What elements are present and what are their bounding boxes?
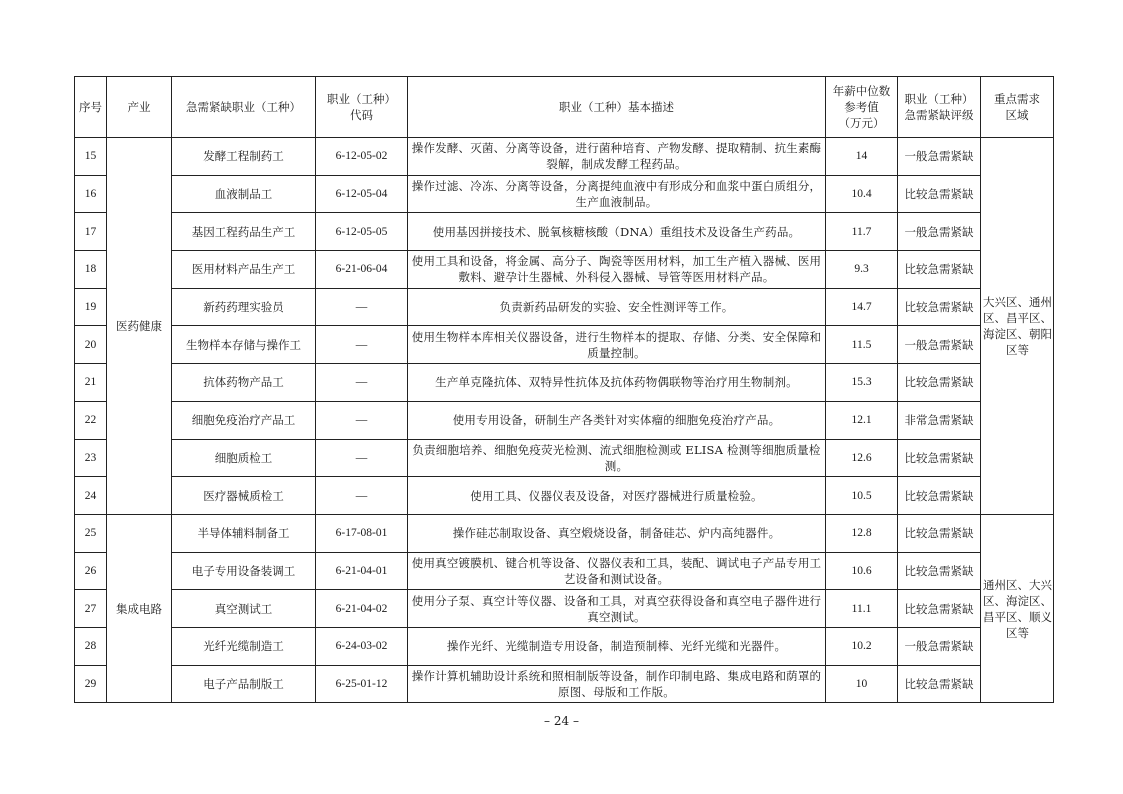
table-row [75,477,1054,515]
occupation-code: 6-25-01-12 [316,665,408,703]
occupation-name: 血液制品工 [172,175,316,213]
shortage-rating: 一般急需紧缺 [898,627,981,665]
page-number: – 24 – [544,714,579,728]
salary-value: 9.3 [826,251,898,289]
row-index: 20 [75,326,107,364]
occupation-description: 生产单克隆抗体、双特异性抗体及抗体药物偶联物等治疗用生物制剂。 [408,364,826,402]
shortage-rating: 比较急需紧缺 [898,665,981,703]
shortage-rating: 比较急需紧缺 [898,514,981,552]
header-salary-line2: 参考值 [844,100,879,114]
header-rating [898,77,981,138]
row-index: 26 [75,552,107,590]
occupation-name: 新药药理实验员 [172,288,316,326]
salary-value: 14 [826,138,898,176]
occupation-code: 6-12-05-05 [316,213,408,251]
occupation-description: 操作计算机辅助设计系统和照相制版等设备，制作印制电路、集成电路和荫罩的原图、母版和工作版。 [408,665,826,703]
occupation-description: 使用工具和设备，将金属、高分子、陶瓷等医用材料，加工生产植入器械、医用敷料、避孕计生器械、外科侵入器械、导管等医用材料产品。 [408,251,826,289]
shortage-rating: 比较急需紧缺 [898,175,981,213]
occupation-description: 使用基因拼接技术、脱氧核糖核酸（DNA）重组技术及设备生产药品。 [408,213,826,251]
table-row [75,514,1054,552]
salary-value: 11.5 [826,326,898,364]
occupation-name: 细胞质检工 [172,439,316,477]
occupation-description: 操作发酵、灭菌、分离等设备，进行菌种培育、产物发酵、提取精制、抗生素酶裂解，制成发酵工程药品。 [408,138,826,176]
occupation-name: 半导体辅料制备工 [172,514,316,552]
salary-value: 12.6 [826,439,898,477]
occupation-code: 6-12-05-02 [316,138,408,176]
occupation-table [74,76,1054,703]
table-row [75,251,1054,289]
table-row [75,288,1054,326]
salary-value: 11.1 [826,590,898,628]
row-index: 28 [75,627,107,665]
shortage-rating: 比较急需紧缺 [898,552,981,590]
salary-value: 14.7 [826,288,898,326]
occupation-code: — [316,477,408,515]
table-row [75,665,1054,703]
table-row [75,627,1054,665]
shortage-rating: 比较急需紧缺 [898,439,981,477]
row-index: 24 [75,477,107,515]
table-body [75,138,1054,703]
row-index: 19 [75,288,107,326]
header-rating-line2: 急需紧缺评级 [904,108,974,122]
occupation-name: 电子专用设备装调工 [172,552,316,590]
header-rating-line1: 职业（工种） [904,92,974,106]
salary-value: 10.2 [826,627,898,665]
salary-value: 10 [826,665,898,703]
occupation-code: — [316,439,408,477]
shortage-rating: 比较急需紧缺 [898,251,981,289]
occupation-name: 发酵工程制药工 [172,138,316,176]
header-description: 职业（工种）基本描述 [408,77,826,138]
occupation-code: — [316,326,408,364]
salary-value: 11.7 [826,213,898,251]
region-cell: 大兴区、通州区、昌平区、海淀区、朝阳区等 [981,138,1054,515]
header-region [981,77,1054,138]
table-row [75,213,1054,251]
shortage-rating: 一般急需紧缺 [898,326,981,364]
row-index: 23 [75,439,107,477]
shortage-rating: 比较急需紧缺 [898,590,981,628]
shortage-rating: 非常急需紧缺 [898,401,981,439]
occupation-name: 光纤光缆制造工 [172,627,316,665]
header-row [75,77,1054,138]
table-row [75,401,1054,439]
header-code-line2: 代码 [350,108,373,122]
header-region-line2: 区域 [1005,108,1029,122]
occupation-description: 使用真空镀膜机、键合机等设备、仪器仪表和工具，装配、调试电子产品专用工艺设备和测试设备。 [408,552,826,590]
occupation-code: — [316,401,408,439]
industry-cell: 集成电路 [107,514,172,702]
occupation-code: 6-21-04-02 [316,590,408,628]
header-region-line1: 重点需求 [994,92,1040,106]
salary-value: 12.1 [826,401,898,439]
occupation-code: — [316,288,408,326]
occupation-description: 操作过滤、冷冻、分离等设备，分离提纯血液中有形成分和血浆中蛋白质组分，生产血液制品。 [408,175,826,213]
shortage-rating: 比较急需紧缺 [898,477,981,515]
table-row [75,326,1054,364]
shortage-rating: 比较急需紧缺 [898,364,981,402]
table-row [75,175,1054,213]
table-row [75,590,1054,628]
salary-value: 15.3 [826,364,898,402]
occupation-name: 真空测试工 [172,590,316,628]
industry-cell: 医药健康 [107,138,172,515]
shortage-rating: 一般急需紧缺 [898,138,981,176]
occupation-code: 6-21-04-01 [316,552,408,590]
row-index: 17 [75,213,107,251]
occupation-description: 使用分子泵、真空计等仪器、设备和工具，对真空获得设备和真空电子器件进行真空测试。 [408,590,826,628]
occupation-name: 基因工程药品生产工 [172,213,316,251]
occupation-name: 细胞免疫治疗产品工 [172,401,316,439]
occupation-code: 6-12-05-04 [316,175,408,213]
header-index: 序号 [75,77,107,138]
occupation-description: 操作硅芯制取设备、真空煅烧设备，制备硅芯、炉内高纯器件。 [408,514,826,552]
shortage-rating: 比较急需紧缺 [898,288,981,326]
row-index: 22 [75,401,107,439]
salary-value: 10.5 [826,477,898,515]
row-index: 18 [75,251,107,289]
row-index: 21 [75,364,107,402]
occupation-code: 6-24-03-02 [316,627,408,665]
occupation-description: 负责新药品研发的实验、安全性测评等工作。 [408,288,826,326]
occupation-name: 生物样本存储与操作工 [172,326,316,364]
row-index: 15 [75,138,107,176]
table-row [75,364,1054,402]
occupation-description: 使用专用设备，研制生产各类针对实体瘤的细胞免疫治疗产品。 [408,401,826,439]
header-code-line1: 职业（工种） [327,92,396,106]
row-index: 27 [75,590,107,628]
table-row [75,138,1054,176]
salary-value: 10.4 [826,175,898,213]
table-row [75,439,1054,477]
salary-value: 12.8 [826,514,898,552]
occupation-name: 抗体药物产品工 [172,364,316,402]
table-row [75,552,1054,590]
header-salary [826,77,898,138]
row-index: 25 [75,514,107,552]
occupation-description: 使用生物样本库相关仪器设备，进行生物样本的提取、存储、分类、安全保障和质量控制。 [408,326,826,364]
occupation-description: 操作光纤、光缆制造专用设备，制造预制棒、光纤光缆和光器件。 [408,627,826,665]
occupation-name: 医疗器械质检工 [172,477,316,515]
shortage-rating: 一般急需紧缺 [898,213,981,251]
header-salary-line3: （万元） [838,116,885,130]
header-salary-line1: 年薪中位数 [832,84,891,98]
occupation-code: 6-21-06-04 [316,251,408,289]
row-index: 29 [75,665,107,703]
region-cell: 通州区、大兴区、海淀区、昌平区、顺义区等 [981,514,1054,702]
occupation-name: 电子产品制版工 [172,665,316,703]
salary-value: 10.6 [826,552,898,590]
header-industry: 产业 [107,77,172,138]
row-index: 16 [75,175,107,213]
occupation-description: 负责细胞培养、细胞免疫荧光检测、流式细胞检测或 ELISA 检测等细胞质量检测。 [408,439,826,477]
occupation-code: — [316,364,408,402]
occupation-description: 使用工具、仪器仪表及设备，对医疗器械进行质量检验。 [408,477,826,515]
occupation-name: 医用材料产品生产工 [172,251,316,289]
header-occupation: 急需紧缺职业（工种） [172,77,316,138]
occupation-code: 6-17-08-01 [316,514,408,552]
header-code [316,77,408,138]
